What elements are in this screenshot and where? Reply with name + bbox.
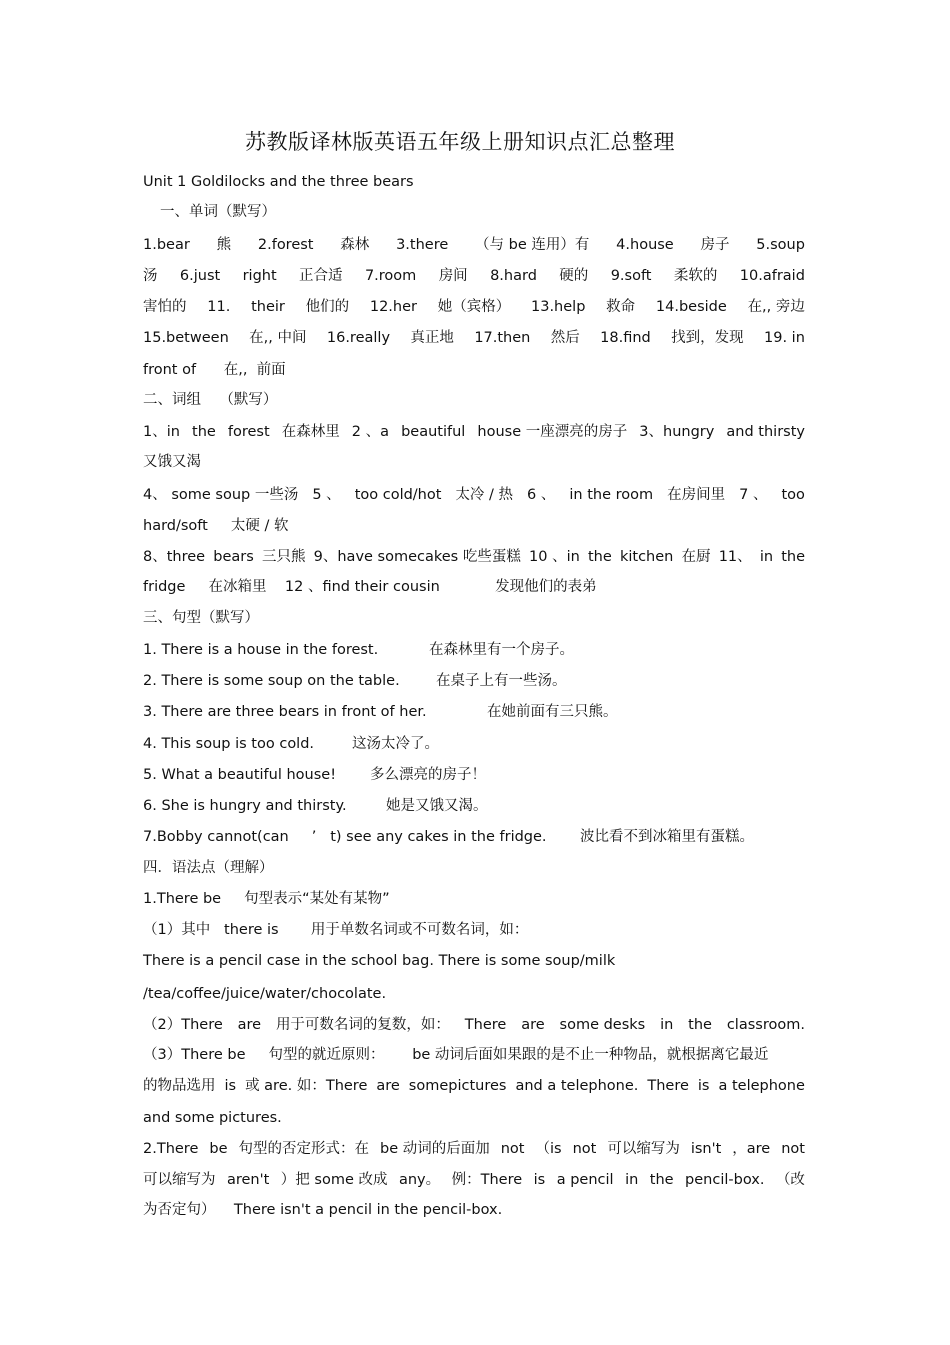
section3-heading: 三、句型（默写） [143, 610, 259, 626]
sentence-4: 4. This soup is too cold. 这汤太冷了。 [143, 736, 439, 752]
phrase-line-3: 4、 some soup 一些汤 5 、 too cold/hot 太冷 / 热 6 、 in the room 在房间里 7 、 too [143, 487, 805, 503]
grammar-p10: 可以缩写为 aren't ）把 some 改成 any。 例：There is a pencil in the pencil-box. （改 [143, 1172, 805, 1188]
sentence-5: 5. What a beautiful house! 多么漂亮的房子！ [143, 767, 486, 783]
vocab-line-4: 15.between 在,, 中间 16.really 真正地 17.then 然后 18.find 找到，发现 19. in [143, 330, 805, 346]
sentence-7: 7.Bobby cannot(can ’ t) see any cakes in the fridge. 波比看不到冰箱里有蛋糕。 [143, 829, 754, 845]
section4-heading: 四．语法点（理解） [143, 860, 274, 876]
phrase-line-5: 8、three bears 三只熊 9、have somecakes 吃些蛋糕 10 、in the kitchen 在厨 11、 in the [143, 549, 805, 565]
grammar-p6: （3）There be 句型的就近原则： be 动词后面如果跟的是不止一种物品，就根据离它最近 [143, 1047, 769, 1063]
vocab-line-2: 汤 6.just right 正合适 7.room 房间 8.hard 硬的 9.soft 柔软的 10.afraid [143, 268, 805, 284]
sentence-1: 1. There is a house in the forest. 在森林里有一个房子。 [143, 642, 574, 658]
grammar-p8: and some pictures. [143, 1110, 282, 1126]
grammar-p4: /tea/coffee/juice/water/chocolate. [143, 986, 387, 1002]
grammar-p1: 1.There be 句型表示“某处有某物” [143, 891, 390, 907]
phrase-line-4: hard/soft 太硬 / 软 [143, 518, 289, 534]
vocab-line-3: 害怕的 11. their 他们的 12.her 她（宾格） 13.help 救命 14.beside 在,, 旁边 [143, 299, 805, 315]
grammar-p3: There is a pencil case in the school bag. There is some soup/milk [143, 953, 616, 969]
sentence-2: 2. There is some soup on the table. 在桌子上有一些汤。 [143, 673, 567, 689]
phrase-line-2: 又饿又渴 [143, 454, 201, 470]
grammar-p11: 为否定句） There isn't a pencil in the pencil-box. [143, 1202, 503, 1218]
section2-heading: 二、词组 （默写） [143, 392, 278, 408]
document-title: 苏教版译林版英语五年级上册知识点汇总整理 [245, 130, 675, 154]
section1-heading: 一、单词（默写） [160, 204, 276, 220]
vocab-line-1: 1.bear 熊 2.forest 森林 3.there （与 be 连用）有 4.house 房子 5.soup [143, 237, 805, 253]
grammar-p9: 2.There be 句型的否定形式：在 be 动词的后面加 not （is not 可以缩写为 isn't ，are not [143, 1141, 805, 1157]
sentence-6: 6. She is hungry and thirsty. 她是又饿又渴。 [143, 798, 488, 814]
sentence-3: 3. There are three bears in front of her. 在她前面有三只熊。 [143, 704, 618, 720]
phrase-line-6: fridge 在冰箱里 12 、find their cousin 发现他们的表弟 [143, 579, 597, 595]
unit-heading: Unit 1 Goldilocks and the three bears [143, 174, 414, 190]
grammar-p7: 的物品选用 is 或 are. 如：There are somepictures and a telephone. There is a telephone [143, 1078, 805, 1094]
vocab-line-5: front of 在,, 前面 [143, 362, 286, 378]
phrase-line-1: 1、in the forest 在森林里 2 、a beautiful house 一座漂亮的房子 3、hungry and thirsty [143, 424, 805, 440]
grammar-p2: （1）其中 there is 用于单数名词或不可数名词，如： [143, 922, 529, 938]
grammar-p5: （2）There are 用于可数名词的复数，如： There are some desks in the classroom. [143, 1017, 805, 1033]
